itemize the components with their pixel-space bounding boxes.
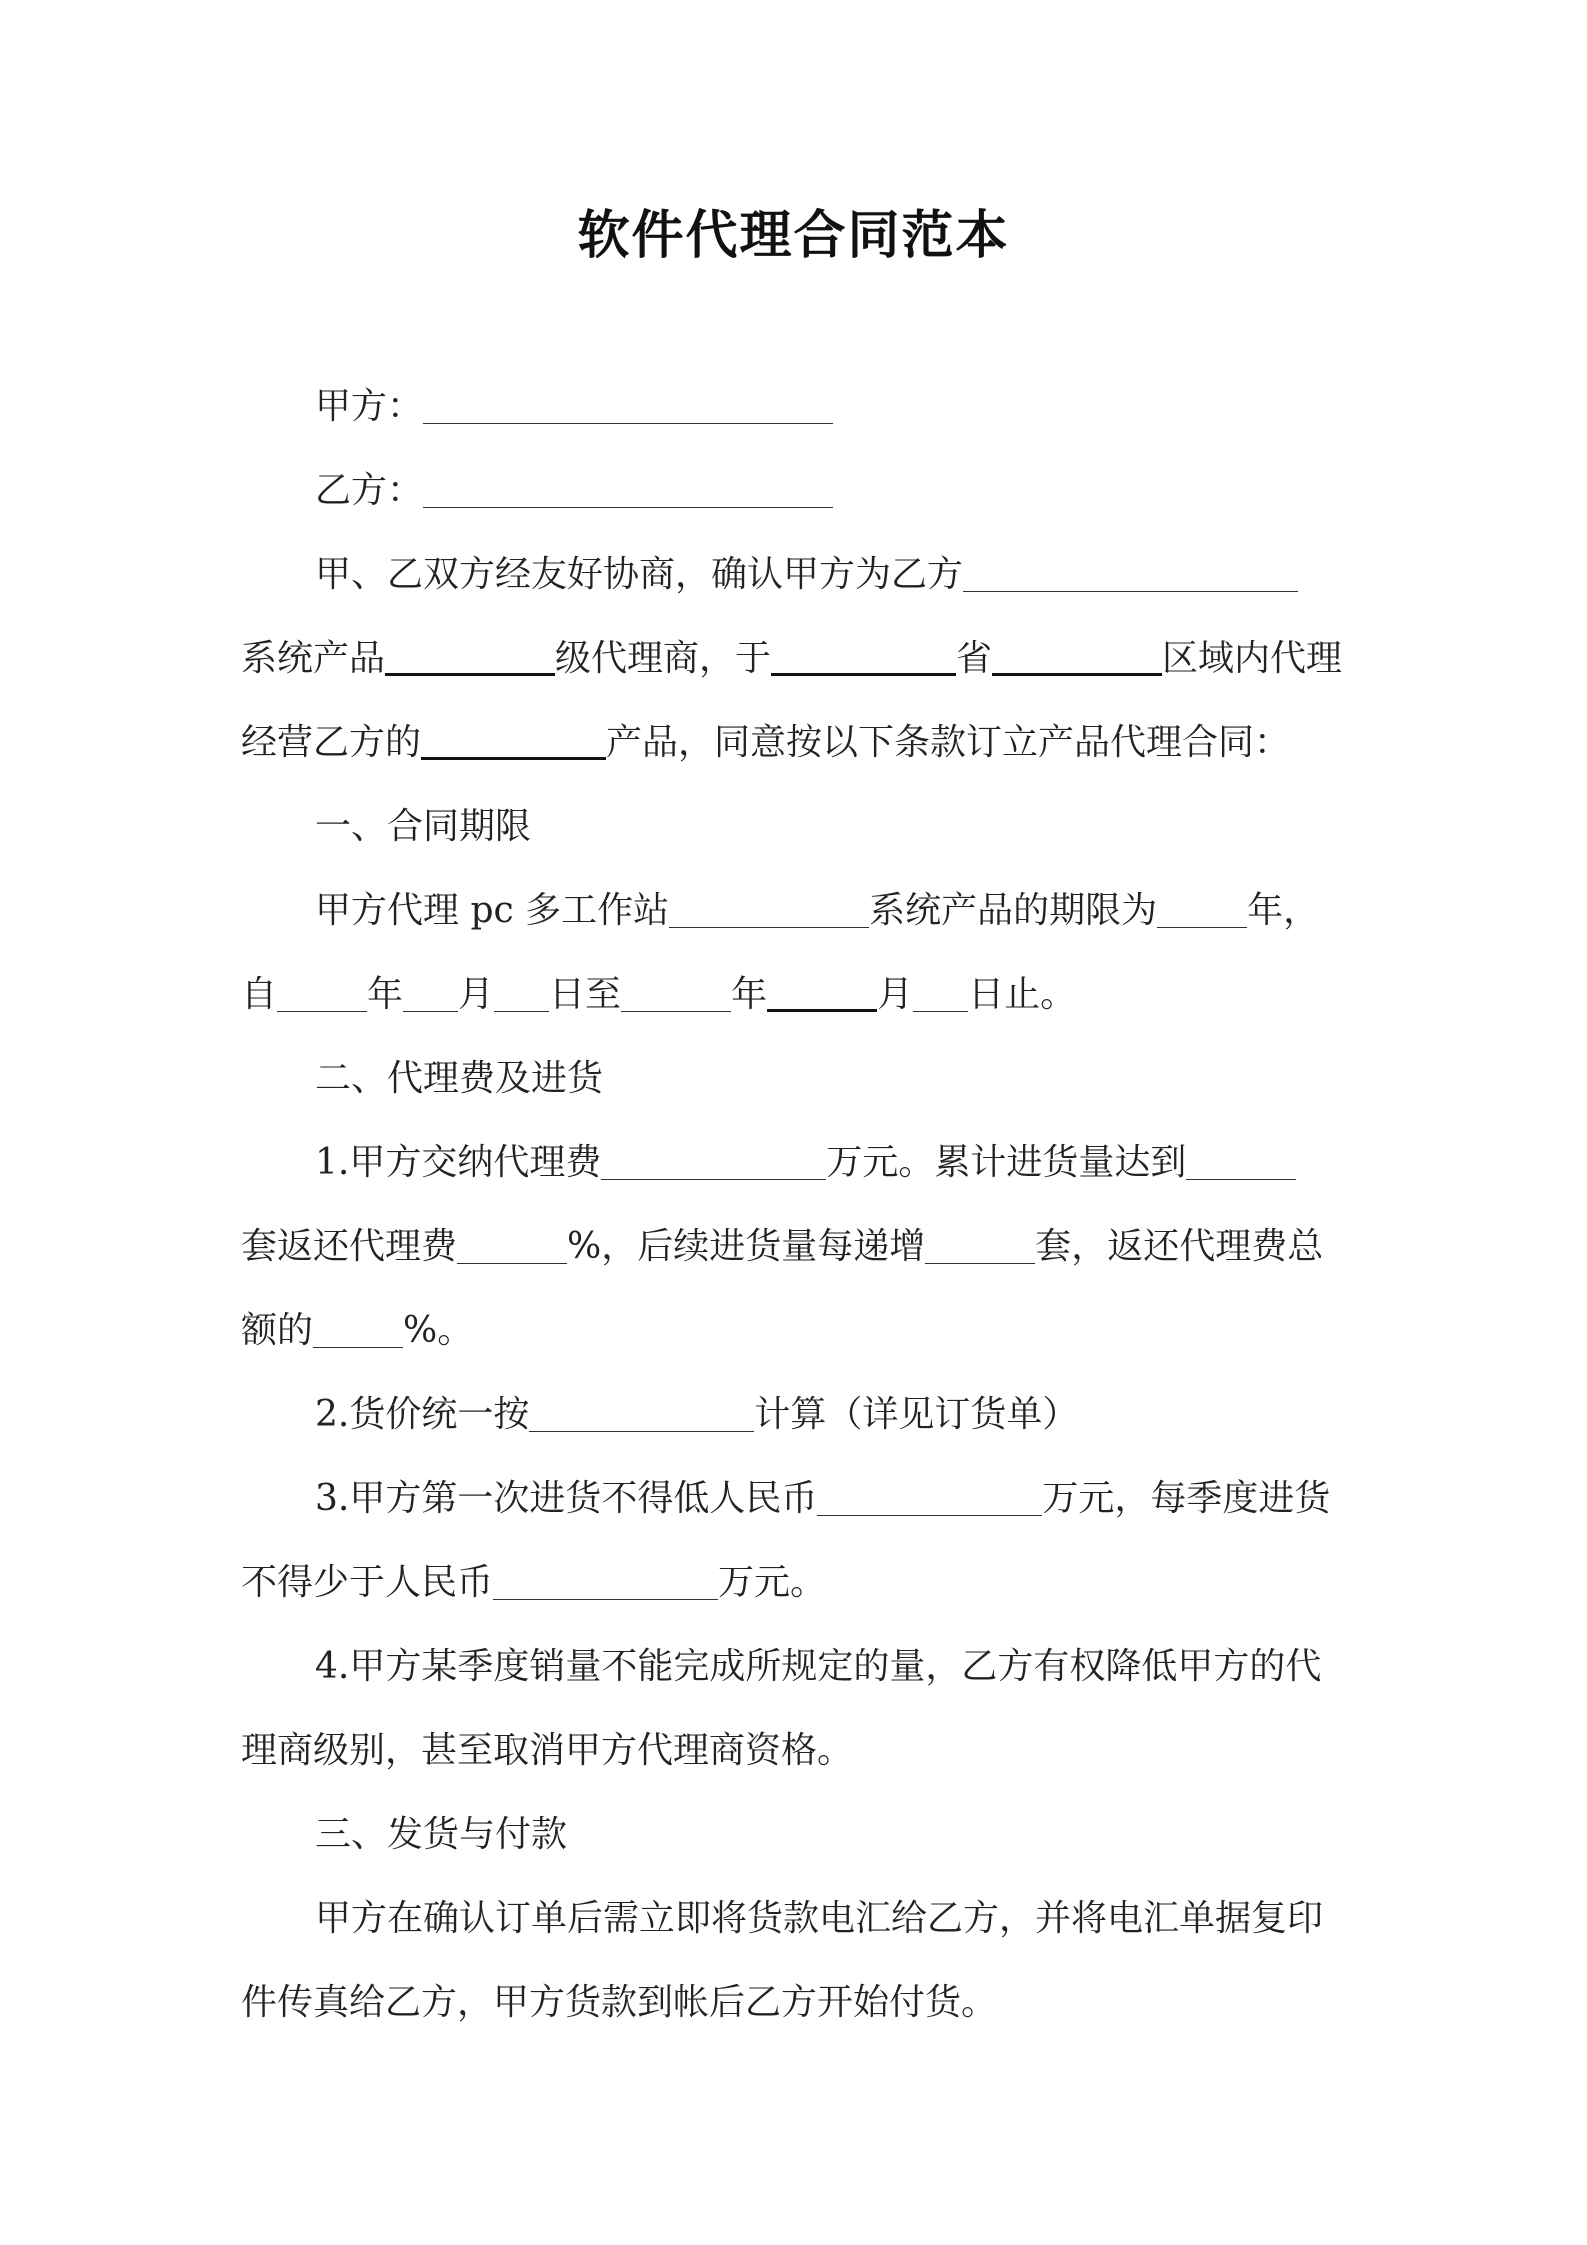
party-b-blank[interactable] [423, 477, 833, 508]
document-title: 软件代理合同范本 [577, 205, 1010, 266]
party-a-blank[interactable] [423, 393, 833, 424]
end-month-blank[interactable] [767, 979, 877, 1012]
s2-text: 万元，每季度进货 [1042, 1478, 1331, 1519]
s1-text: 月 [458, 974, 495, 1015]
s2-text: 3.甲方第一次进货不得低人民币 [315, 1478, 818, 1519]
intro-text: 系统产品 [241, 638, 386, 679]
document-body [241, 365, 1351, 2045]
agency-fee-blank[interactable] [601, 1149, 826, 1180]
s2-item-1-line-2 [241, 1205, 1351, 1289]
party-b-line [241, 449, 1351, 533]
s1-text: 年， [1247, 890, 1320, 931]
s2-text: 套返还代理费 [241, 1226, 458, 1267]
section-2-heading: 二、代理费及进货 [315, 1058, 604, 1099]
increment-sets-blank[interactable] [925, 1233, 1035, 1264]
s1-line-1 [241, 869, 1351, 953]
product-blank[interactable] [421, 727, 606, 760]
s1-text: 日止。 [968, 974, 1077, 1015]
intro-line-2 [241, 617, 1351, 701]
s3-line-1: 甲方在确认订单后需立即将货款电汇给乙方，并将电汇单据复印 [315, 1898, 1324, 1939]
intro-text: 区域内代理 [1162, 638, 1343, 679]
intro-text: 经营乙方的 [241, 722, 422, 763]
s1-text: 甲方代理 pc 多工作站 [315, 890, 670, 931]
s2-text: 1.甲方交纳代理费 [315, 1142, 602, 1183]
s2-item-3-line-1 [241, 1457, 1351, 1541]
section-1-heading: 一、合同期限 [315, 806, 532, 847]
s2-text: 不得少于人民币 [241, 1562, 494, 1603]
s1-text: 系统产品的期限为 [869, 890, 1158, 931]
intro-text: 产品，同意按以下条款订立产品代理合同： [606, 722, 1291, 763]
term-years-blank[interactable] [1157, 897, 1247, 928]
s1-text: 年 [731, 974, 768, 1015]
intro-text: 甲、乙双方经友好协商，确认甲方为乙方 [315, 554, 964, 595]
cumulative-sets-blank[interactable] [1186, 1149, 1296, 1180]
s2-text: %，后续进货量每递增 [567, 1226, 926, 1267]
s2-item-1-line-1 [241, 1121, 1351, 1205]
start-year-blank[interactable] [277, 981, 367, 1012]
s2-text: 套，返还代理费总 [1035, 1226, 1324, 1267]
total-refund-percent-blank[interactable] [313, 1317, 403, 1348]
intro-text: 省 [956, 638, 993, 679]
s2-text: %。 [403, 1310, 474, 1351]
s1-text: 日至 [549, 974, 622, 1015]
quarterly-amount-blank[interactable] [493, 1569, 718, 1600]
s1-text: 月 [877, 974, 914, 1015]
s1-text: 自 [241, 974, 278, 1015]
start-month-blank[interactable] [403, 981, 458, 1012]
start-day-blank[interactable] [494, 981, 549, 1012]
intro-text: 级代理商，于 [555, 638, 772, 679]
s2-text: 万元。累计进货量达到 [826, 1142, 1187, 1183]
s2-text: 2.货价统一按 [315, 1394, 530, 1435]
party-a-line [241, 365, 1351, 449]
first-order-amount-blank[interactable] [817, 1485, 1042, 1516]
s1-text: 年 [367, 974, 404, 1015]
intro-line-1 [241, 533, 1351, 617]
s2-item-2 [241, 1373, 1351, 1457]
s2-item-3-line-2 [241, 1541, 1351, 1625]
refund-percent-blank[interactable] [457, 1233, 567, 1264]
s3-line-2: 件传真给乙方，甲方货款到帐后乙方开始付货。 [241, 1982, 998, 2023]
end-day-blank[interactable] [913, 981, 968, 1012]
s2-text: 额的 [241, 1310, 314, 1351]
s2-text: 万元。 [718, 1562, 827, 1603]
s2-item-4-line-1: 4.甲方某季度销量不能完成所规定的量，乙方有权降低甲方的代 [315, 1646, 1322, 1687]
system-name-blank[interactable] [963, 561, 1298, 592]
s2-item-1-line-3 [241, 1289, 1351, 1373]
party-a-label: 甲方： [315, 386, 424, 427]
province-blank[interactable] [771, 643, 956, 676]
price-basis-blank[interactable] [529, 1401, 754, 1432]
s2-item-4-line-2: 理商级别，甚至取消甲方代理商资格。 [241, 1730, 854, 1771]
agent-level-blank[interactable] [385, 643, 555, 676]
end-year-blank[interactable] [621, 981, 731, 1012]
workstation-system-blank[interactable] [669, 897, 869, 928]
s2-text: 计算（详见订货单） [754, 1394, 1079, 1435]
section-3-heading: 三、发货与付款 [315, 1814, 568, 1855]
s1-line-2 [241, 953, 1351, 1037]
intro-line-3 [241, 701, 1351, 785]
party-b-label: 乙方： [315, 470, 424, 511]
region-blank[interactable] [992, 643, 1162, 676]
